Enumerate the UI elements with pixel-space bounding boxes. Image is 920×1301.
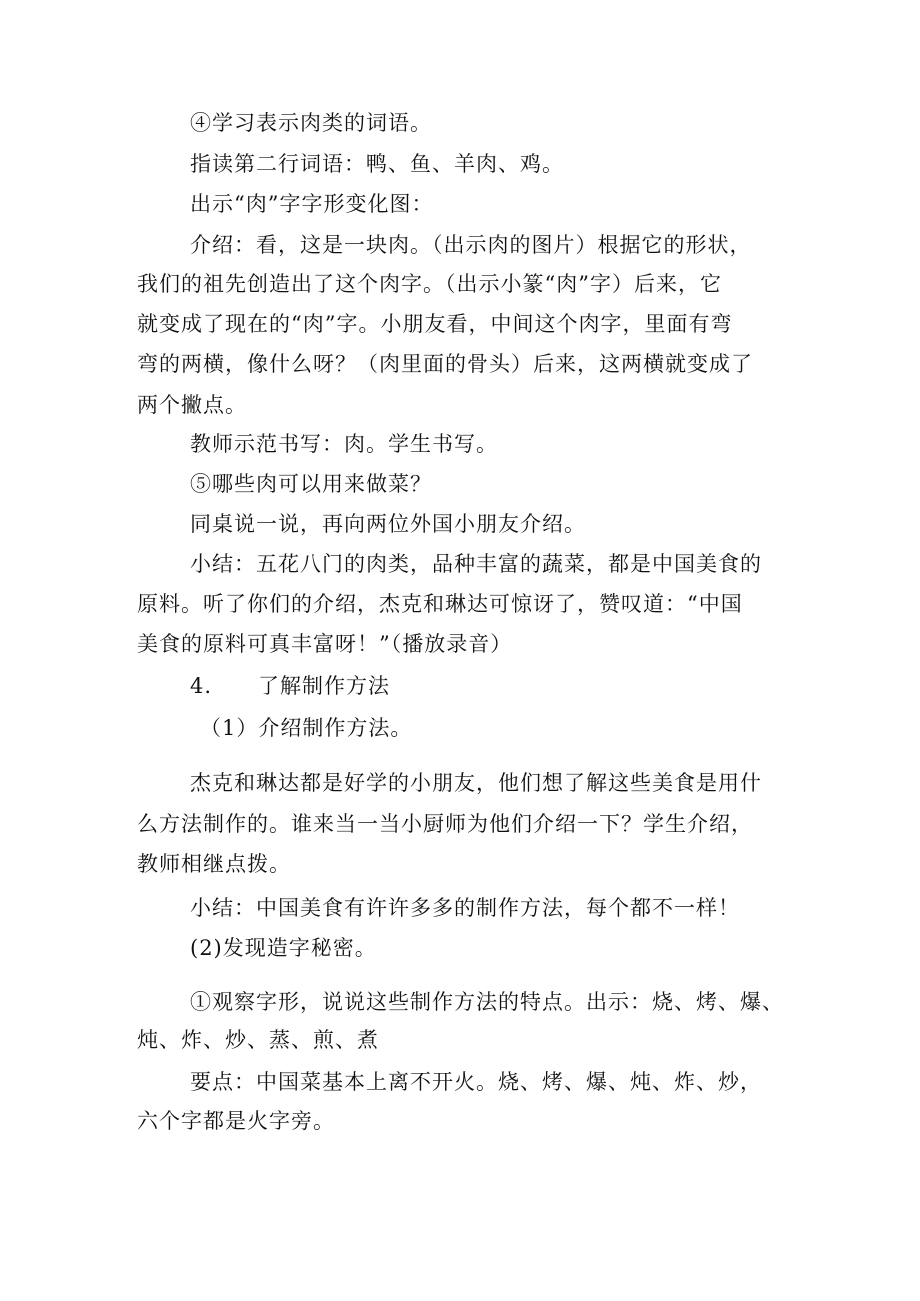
paragraph-line: 小结：中国美食有许许多多的制作方法，每个都不一样！ (190, 896, 740, 920)
section-title: 了解制作方法 (258, 674, 390, 698)
paragraph-line: 出示“肉”字字形变化图： (190, 192, 434, 216)
paragraph-line: 弯的两横，像什么呀？（肉里面的骨头）后来，这两横就变成了 (137, 352, 753, 376)
paragraph-line: 指读第二行词语：鸭、鱼、羊肉、鸡。 (190, 152, 564, 176)
section-heading (190, 671, 390, 701)
paragraph-line: ①观察字形，说说这些制作方法的特点。出示：烧、烤、爆、 (190, 990, 784, 1014)
paragraph-line: 美食的原料可真丰富呀！”（播放录音） (137, 632, 513, 656)
paragraph-line: ④学习表示肉类的词语。 (190, 111, 432, 135)
paragraph-line: 杰克和琳达都是好学的小朋友，他们想了解这些美食是用什 (190, 771, 762, 795)
paragraph-line: 么方法制作的。谁来当一当小厨师为他们介绍一下？学生介绍， (137, 812, 753, 836)
paragraph-line: 我们的祖先创造出了这个肉字。（出示小篆“肉”字）后来，它 (137, 272, 722, 296)
paragraph-line: 介绍：看，这是一块肉。（出示肉的图片）根据它的形状， (190, 233, 752, 257)
paragraph-line: ⑤哪些肉可以用来做菜？ (190, 472, 432, 496)
subsection-heading: (2)发现造字秘密。 (190, 936, 377, 960)
paragraph-line: 就变成了现在的“肉”字。小朋友看，中间这个肉字，里面有弯 (137, 312, 733, 336)
paragraph-line: 原料。听了你们的介绍，杰克和琳达可惊讶了，赞叹道：“中国 (137, 592, 743, 616)
paragraph-line: 六个字都是火字旁。 (137, 1109, 335, 1133)
subsection-heading: （1）介绍制作方法。 (200, 716, 413, 740)
paragraph-line: 同桌说一说，再向两位外国小朋友介绍。 (190, 512, 586, 536)
paragraph-line: 小结：五花八门的肉类，品种丰富的蔬菜，都是中国美食的 (190, 552, 762, 576)
paragraph-line: 教师相继点拨。 (137, 852, 291, 876)
section-number: 4. (190, 674, 213, 698)
paragraph-line: 炖、炸、炒、蒸、煎、煮 (137, 1028, 379, 1052)
paragraph-line: 两个撇点。 (137, 393, 247, 417)
paragraph-line: 教师示范书写：肉。学生书写。 (190, 432, 498, 456)
paragraph-line: 要点：中国菜基本上离不开火。烧、烤、爆、炖、炸、炒， (190, 1070, 762, 1094)
